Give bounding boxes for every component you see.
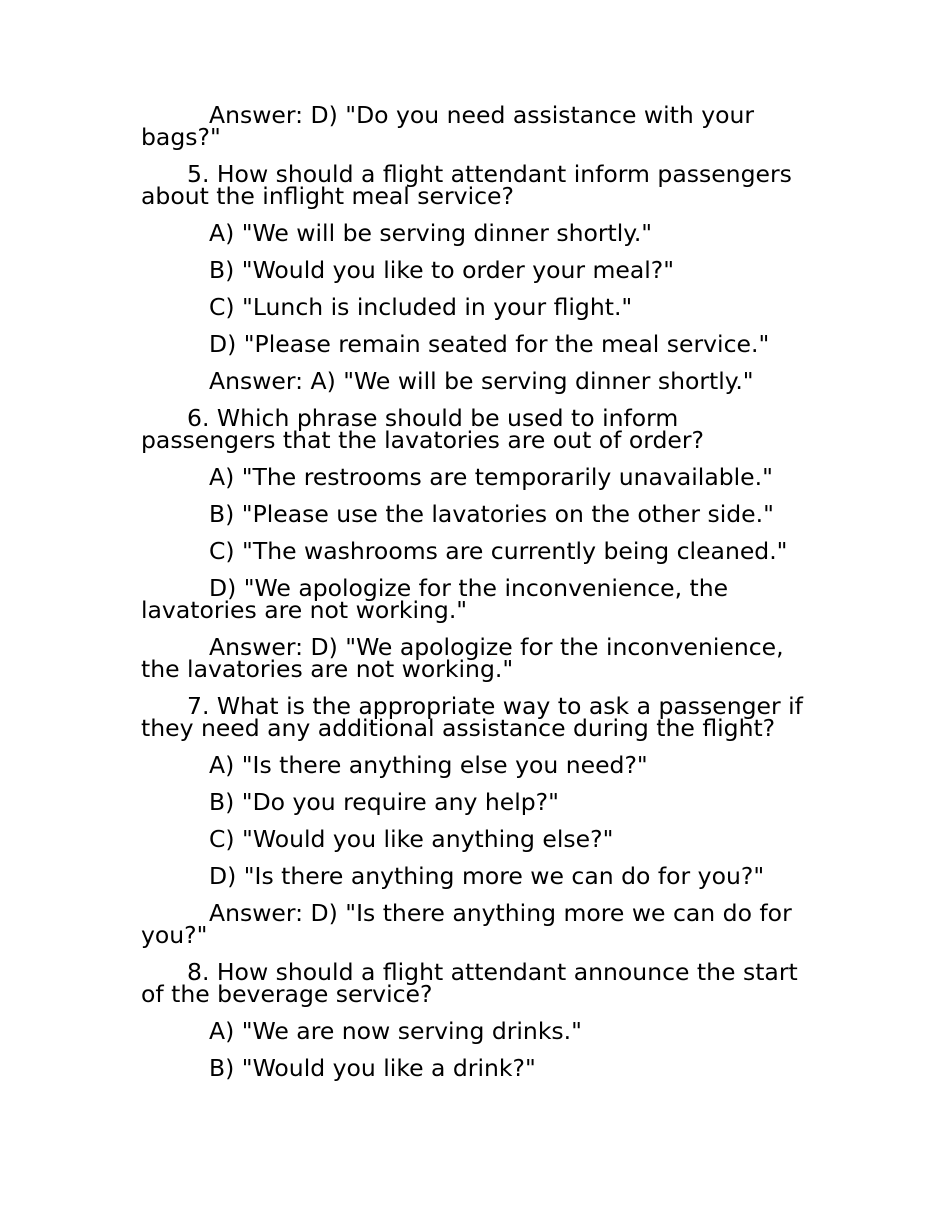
question-8: 8. How should a flight attendant announce the start of the beverage service? — [141, 958, 798, 1008]
option-line: C) "The washrooms are currently being cleaned." — [209, 537, 788, 565]
question-7: 7. What is the appropriate way to ask a passenger if they need any additional assistance during the flight? — [141, 692, 803, 742]
option-line: B) "Would you like a drink?" — [209, 1054, 536, 1082]
option-line: B) "Please use the lavatories on the other side." — [209, 500, 774, 528]
option-line: A) "We will be serving dinner shortly." — [209, 219, 653, 247]
option-line: B) "Would you like to order your meal?" — [209, 256, 675, 284]
option-line: D) "We apologize for the inconvenience, the lavatories are not working." — [141, 574, 729, 624]
option-line: A) "Is there anything else you need?" — [209, 751, 648, 779]
answer-line: Answer: D) "We apologize for the inconvenience, the lavatories are not working." — [141, 633, 784, 683]
option-line: A) "The restrooms are temporarily unavailable." — [209, 463, 773, 491]
answer-line: Answer: D) "Do you need assistance with your bags?" — [141, 101, 755, 151]
option-line: B) "Do you require any help?" — [209, 788, 559, 816]
document-body — [141, 101, 806, 1094]
option-line: D) "Is there anything more we can do for you?" — [209, 862, 765, 890]
question-6: 6. Which phrase should be used to inform passengers that the lavatories are out of order? — [141, 404, 705, 454]
option-line: C) "Lunch is included in your flight." — [209, 293, 633, 321]
option-line: D) "Please remain seated for the meal service." — [209, 330, 770, 358]
question-5: 5. How should a flight attendant inform passengers about the inflight meal service? — [141, 160, 792, 210]
answer-line: Answer: D) "Is there anything more we can do for you?" — [141, 899, 792, 949]
option-line: A) "We are now serving drinks." — [209, 1017, 582, 1045]
option-line: C) "Would you like anything else?" — [209, 825, 614, 853]
answer-line: Answer: A) "We will be serving dinner shortly." — [209, 367, 754, 395]
